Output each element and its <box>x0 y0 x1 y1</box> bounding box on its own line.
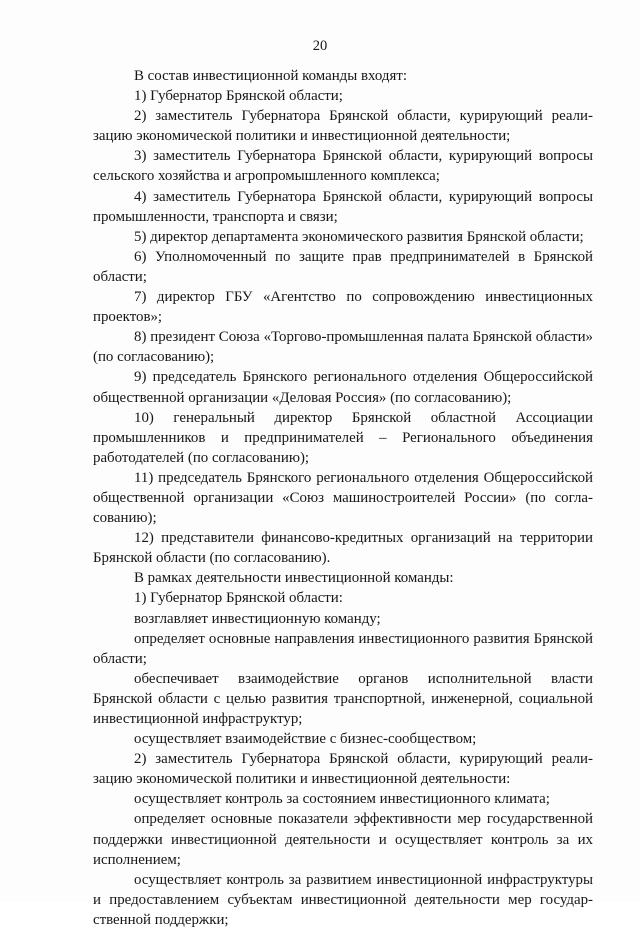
paragraph: 2) заместитель Губернатора Брянской области, курирующий реализацию экономической политики и инвестиционной деятельности; <box>93 108 593 145</box>
page-number: 20 <box>312 38 328 54</box>
paragraph: обеспечивает взаимодействие органов исполнительной власти Брянской области с целью развития транспортной, инженерной, социальной инвестиционной инфраструктур; <box>93 670 593 727</box>
document-body <box>93 66 593 930</box>
paragraph: 1) Губернатор Брянской области; <box>134 88 343 105</box>
paragraph: 1) Губернатор Брянской области: <box>134 590 343 607</box>
paragraph: 10) генеральный директор Брянской областной Ассоциации промышленников и предпринимателей – Регионального объединения работодателей (по согласованию); <box>93 409 593 466</box>
paragraph: 9) председатель Брянского регионального отделения Общероссийской общественной организации «Деловая Россия» (по согласованию); <box>93 369 593 406</box>
paragraph: осуществляет контроль за развитием инвестиционной инфраструктуры и предоставлением субъектам инвестиционной деятельности мер государственной поддержки; <box>93 871 593 928</box>
paragraph: 3) заместитель Губернатора Брянской области, курирующий вопросы сельского хозяйства и агропромышленного комплекса; <box>93 148 593 185</box>
paragraph: определяет основные показатели эффективности мер государственной поддержки инвестиционной деятельности и осуществляет контроль за их исполнением; <box>93 811 593 868</box>
paragraph: осуществляет контроль за состоянием инвестиционного климата; <box>134 791 550 808</box>
paragraph: 7) директор ГБУ «Агентство по сопровождению инвестиционных проектов»; <box>93 289 593 326</box>
paragraph: 5) директор департамента экономического развития Брянской области; <box>134 228 584 245</box>
paragraph: 6) Уполномоченный по защите прав предпринимателей в Брянской области; <box>93 248 593 285</box>
paragraph: 4) заместитель Губернатора Брянской области, курирующий вопросы промышленности, транспорта и связи; <box>93 188 593 225</box>
paragraph: осуществляет взаимодействие с бизнес-сообществом; <box>134 731 477 748</box>
paragraph: 11) председатель Брянского регионального отделения Общероссийской общественной организации «Союз машиностроителей России» (по согласованию); <box>93 469 593 527</box>
paragraph: возглавляет инвестиционную команду; <box>134 610 381 627</box>
paragraph: В рамках деятельности инвестиционной команды: <box>134 570 454 587</box>
paragraph: В состав инвестиционной команды входят: <box>134 68 407 84</box>
paragraph: 12) представители финансово-кредитных организаций на территории Брянской области (по согласованию). <box>93 530 593 567</box>
paragraph: 2) заместитель Губернатора Брянской области, курирующий реализацию экономической политики и инвестиционной деятельности: <box>93 751 593 788</box>
paragraph: 8) президент Союза «Торгово-промышленная палата Брянской области» (по согласованию); <box>93 329 593 366</box>
paragraph: определяет основные направления инвестиционного развития Брянской области; <box>93 630 593 667</box>
